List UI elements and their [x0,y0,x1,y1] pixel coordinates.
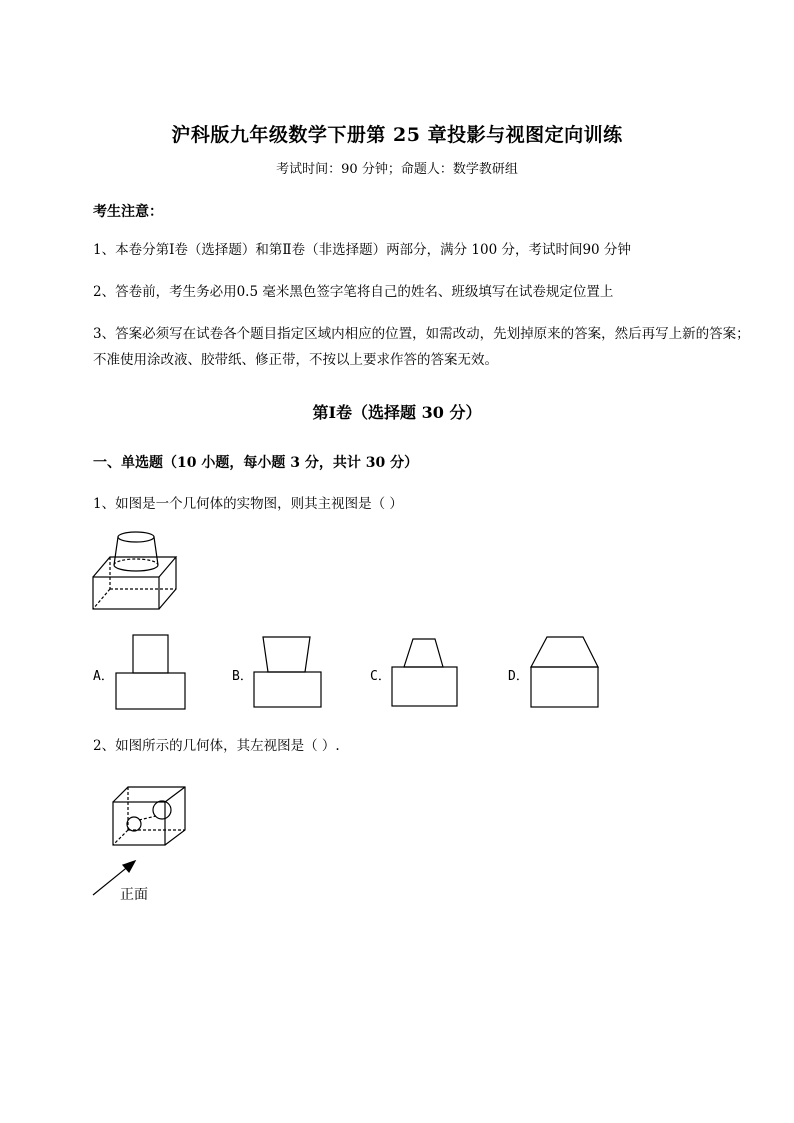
option-d-label[interactable]: D． [508,669,529,684]
option-c-label[interactable]: C． [370,669,391,684]
q1-solid-figure [90,525,185,615]
option-b-figure [253,636,323,708]
option-a-figure [115,634,187,710]
option-c-figure [391,638,459,708]
notice-item: 1、本卷分第Ⅰ卷（选择题）和第Ⅱ卷（非选择题）两部分，满分 100 分，考试时间90 分钟 [93,242,631,258]
option-a-label[interactable]: A． [93,669,114,684]
question-1-text: 1、如图是一个几何体的实物图，则其主视图是（ ） [93,496,403,512]
notice-heading: 考生注意： [93,204,163,220]
option-d-figure [530,636,600,708]
exam-info: 考试时间：90 分钟；命题人：数学教研组 [276,162,518,177]
option-b-label[interactable]: B． [232,669,253,684]
question-2-text: 2、如图所示的几何体，其左视图是（ ）. [93,738,340,754]
section-title: 第Ⅰ卷（选择题 30 分） [312,403,482,422]
part-heading: 一、单选题（10 小题，每小题 3 分，共计 30 分） [93,455,419,471]
notice-item: 2、答卷前，考生务必用0.5 毫米黑色签字笔将自己的姓名、班级填写在试卷规定位置上 [93,284,614,300]
page-title: 沪科版九年级数学下册第 25 章投影与视图定向训练 [171,124,623,146]
q2-solid-figure [110,786,190,848]
notice-item: 3、答案必须写在试卷各个题目指定区域内相应的位置，如需改动，先划掉原来的答案，然后再写上新的答案；不准使用涂改液、胶带纸、修正带，不按以上要求作答的答案无效。 [93,326,750,368]
front-face-label: 正面 [120,887,148,903]
